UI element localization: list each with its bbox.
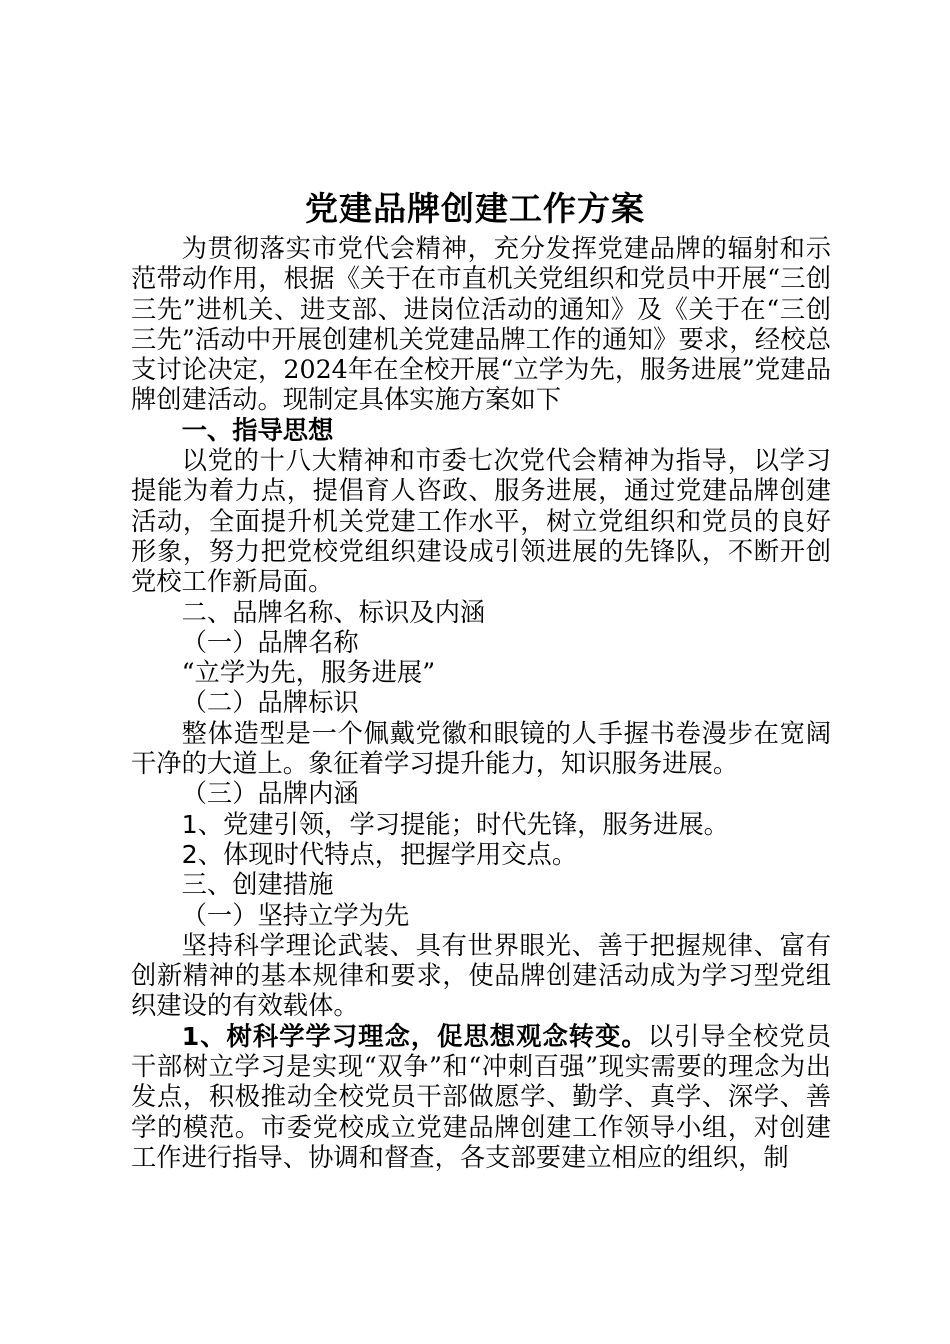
document-title: 党建品牌创建工作方案 <box>305 189 645 228</box>
guiding-thought-paragraph: 以党的十八大精神和市委七次党代会精神为指导，以学习提能为着力点，提倡育人咨政、服务进展，通过党建品牌创建活动，全面提升机关党建工作水平，树立党组织和党员的良好形象，努力把党校党组织建设成引领进展的先锋队，不断开创党校工作新局面。 <box>131 446 831 597</box>
subheading-brand-name: （一）品牌名称 <box>181 627 359 657</box>
connotation-item: 1、党建引领，学习提能；时代先锋，服务进展。 <box>181 809 729 839</box>
subheading-brand-connotation: （三）品牌内涵 <box>181 779 359 809</box>
subheading-brand-logo: （二）品牌标识 <box>181 688 359 718</box>
brand-name-paragraph: “立学为先，服务进展” <box>181 658 436 688</box>
document-body <box>131 234 831 1173</box>
brand-logo-paragraph: 整体造型是一个佩戴党徽和眼镜的人手握书卷漫步在宽阔干净的大道上。象征着学习提升能力，知识服务进展。 <box>131 718 831 779</box>
measure-item-text: 以引导全校党员干部树立学习是实现“双争”和“冲刺百强”现实需要的理念为出发点，积极推动全校党员干部做愿学、勤学、真学、深学、善学的模范。市委党校成立党建品牌创建工作领导小组，对创建工作进行指导、协调和督查，各支部要建立相应的组织，制 <box>131 1021 831 1172</box>
connotation-item: 2、体现时代特点，把握学用交点。 <box>181 839 578 869</box>
section-heading-guiding-thought: 一、指导思想 <box>181 415 334 445</box>
measure-item-lead: 1、树科学学习理念，促思想观念转变。 <box>181 1021 648 1051</box>
subheading-study-first: （一）坚持立学为先 <box>181 900 410 930</box>
study-first-paragraph: 坚持科学理论武装、具有世界眼光、善于把握规律、富有创新精神的基本规律和要求，使品牌创建活动成为学习型党组织建设的有效载体。 <box>131 930 831 1021</box>
intro-paragraph: 为贯彻落实市党代会精神，充分发挥党建品牌的辐射和示范带动作用，根据《关于在市直机关党组织和党员中开展“三创三先”进机关、进支部、进岗位活动的通知》及《关于在“三创三先”活动中开展创建机关党建品牌工作的通知》要求，经校总支讨论决定，2024年在全校开展“立学为先，服务进展”党建品牌创建活动。现制定具体实施方案如下 <box>131 234 831 415</box>
section-heading-measures: 三、创建措施 <box>181 870 334 900</box>
section-heading-brand: 二、品牌名称、标识及内涵 <box>181 597 486 627</box>
measure-item-paragraph <box>131 1022 831 1173</box>
